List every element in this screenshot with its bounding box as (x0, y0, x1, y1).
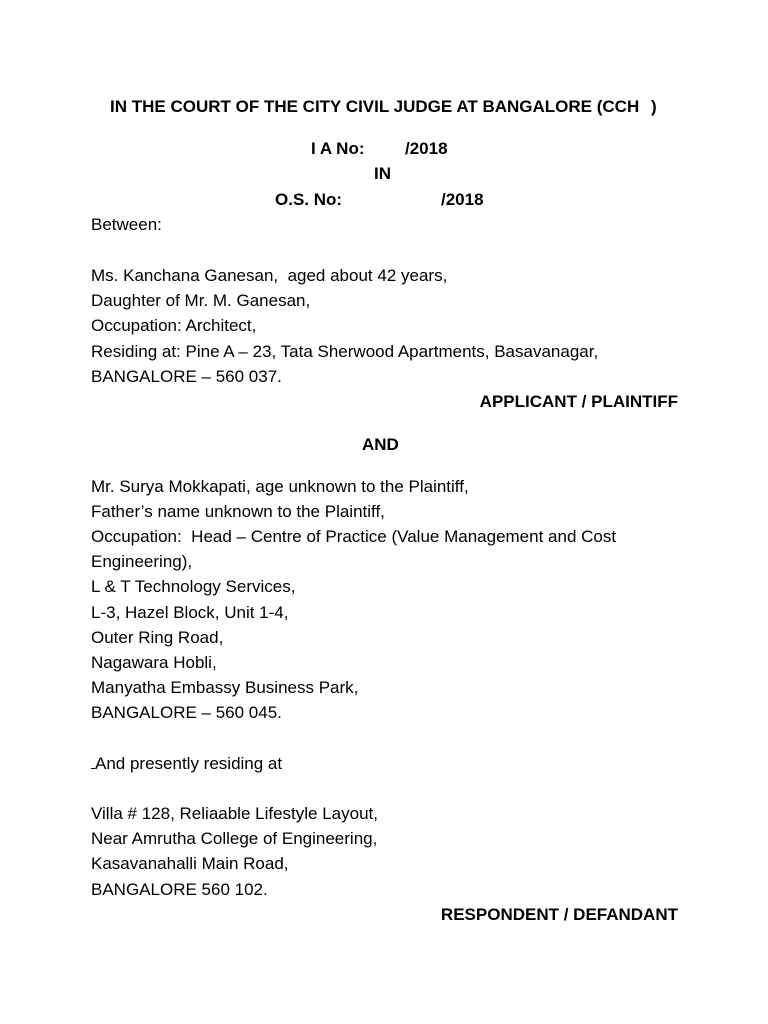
ia-number-label: I A No: (311, 139, 365, 158)
defendant-line: BANGALORE – 560 045. (91, 703, 282, 722)
court-heading-close: ) (651, 97, 657, 116)
defendant-line: L-3, Hazel Block, Unit 1-4, (91, 603, 289, 622)
address-line: Kasavanahalli Main Road, (91, 854, 289, 873)
plaintiff-line: Ms. Kanchana Ganesan, aged about 42 years, (91, 266, 448, 285)
plaintiff-line: Residing at: Pine A – 23, Tata Sherwood Apartments, Basavanagar, (91, 342, 599, 361)
defendant-line: Outer Ring Road, (91, 628, 224, 647)
os-number-year: /2018 (441, 190, 484, 209)
defendant-line: Occupation: Head – Centre of Practice (Value Management and Cost (91, 527, 617, 546)
plaintiff-line: BANGALORE – 560 037. (91, 367, 282, 386)
address-line: Near Amrutha College of Engineering, (91, 829, 378, 848)
presently-residing-line (91, 751, 282, 776)
in-label: IN (374, 164, 391, 183)
defendant-line: Manyatha Embassy Business Park, (91, 678, 359, 697)
plaintiff-role: APPLICANT / PLAINTIFF (479, 392, 678, 411)
plaintiff-line: Occupation: Architect, (91, 316, 257, 335)
defendant-line: Mr. Surya Mokkapati, age unknown to the Plaintiff, (91, 477, 469, 496)
address-line: Villa # 128, Reliaable Lifestyle Layout, (91, 804, 378, 823)
between-label: Between: (91, 215, 162, 234)
address-line: BANGALORE 560 102. (91, 880, 268, 899)
defendant-role: RESPONDENT / DEFANDANT (440, 905, 678, 924)
defendant-line: L & T Technology Services, (91, 577, 296, 596)
defendant-line: Nagawara Hobli, (91, 653, 217, 672)
ia-number-year: /2018 (405, 139, 448, 158)
os-number-label: O.S. No: (275, 190, 343, 209)
and-separator: AND (362, 435, 399, 454)
defendant-line: Engineering), (91, 552, 193, 571)
presently-residing-text: And presently residing at (95, 754, 283, 773)
plaintiff-line: Daughter of Mr. M. Ganesan, (91, 291, 311, 310)
defendant-line: Father’s name unknown to the Plaintiff, (91, 502, 385, 521)
court-heading: IN THE COURT OF THE CITY CIVIL JUDGE AT BANGALORE (CCH (110, 97, 640, 116)
